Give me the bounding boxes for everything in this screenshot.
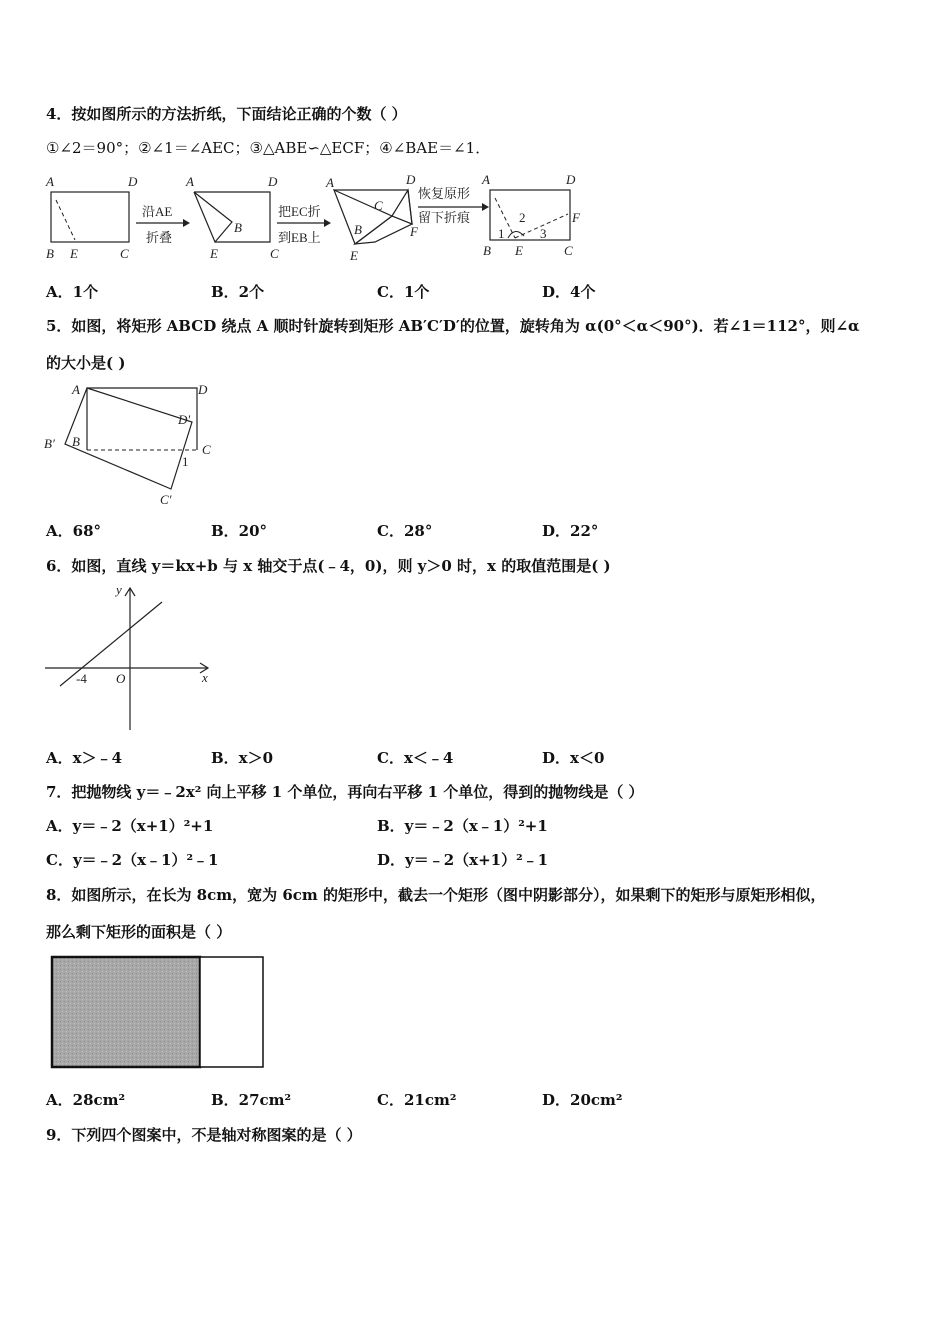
q4-step3-bottom: 留下折痕 [418, 210, 471, 225]
q5-label-Bp: B′ [44, 436, 55, 451]
q4-label-A2: A [186, 174, 194, 189]
q4-step1-top: 沿AE [142, 204, 173, 219]
q4-label-C3: C [374, 198, 383, 213]
q8-title-line2: 那么剩下矩形的面积是（ ） [46, 923, 232, 941]
q6-label-O: O [116, 671, 126, 686]
q8-shaded-rect [52, 957, 200, 1067]
q4-label-E4: E [515, 243, 523, 258]
q5-title-line1: 5．如图，将矩形 ABCD 绕点 A 顺时针旋转到矩形 AB′C′D′的位置，旋转角为 α(0°＜α＜90°)．若∠1＝112°，则∠α [46, 317, 860, 335]
q4-label-E3: E [350, 248, 358, 263]
q8-option-a[interactable]: A．28cm² [46, 1091, 126, 1109]
q6-option-d[interactable]: D．x＜0 [542, 749, 605, 767]
q5-label-Dp: D′ [178, 412, 191, 427]
q5-option-b[interactable]: B．20° [211, 522, 268, 540]
q5-angle-1: 1 [182, 454, 189, 469]
q4-label-F4: F [572, 210, 580, 225]
q5-option-c[interactable]: C．28° [377, 522, 433, 540]
q5-label-C: C [202, 442, 211, 457]
q4-label-B4: B [483, 243, 491, 258]
q8-figure [48, 953, 273, 1073]
q4-angle-2: 2 [519, 210, 526, 225]
q7-title: 7．把抛物线 y＝﹣2x² 向上平移 1 个单位，再向右平移 1 个单位，得到的抛物线是（ ） [46, 783, 644, 801]
q4-label-D4: D [566, 172, 576, 187]
q8-option-d[interactable]: D．20cm² [542, 1091, 623, 1109]
q5-label-B: B [72, 434, 80, 449]
q6-label-y: y [116, 582, 122, 597]
q4-label-F3: F [410, 224, 418, 239]
q8-title-line1: 8．如图所示，在长为 8cm，宽为 6cm 的矩形中，截去一个矩形（图中阴影部分），如果剩下的矩形与原矩形相似， [46, 886, 826, 904]
q8-option-b[interactable]: B．27cm² [211, 1091, 292, 1109]
q4-step2-bottom: 到EB上 [278, 230, 321, 245]
q4-option-a[interactable]: A．1个 [46, 283, 99, 301]
q4-label-A3: A [326, 175, 334, 190]
q4-step2-top: 把EC折 [278, 204, 321, 219]
q4-label-D3: D [406, 172, 416, 187]
q4-label-B3: B [354, 222, 362, 237]
q4-label-A4: A [482, 172, 490, 187]
q5-option-a[interactable]: A．68° [46, 522, 102, 540]
q4-step1-bottom: 折叠 [146, 230, 173, 245]
q4-label-D1: D [128, 174, 138, 189]
q6-title: 6．如图，直线 y＝kx+b 与 x 轴交于点(﹣4，0)，则 y＞0 时，x 的取值范围是( ) [46, 557, 611, 575]
q7-option-a[interactable]: A．y＝﹣2（x+1）²+1 [46, 817, 214, 835]
q7-option-b[interactable]: B．y＝﹣2（x﹣1）²+1 [377, 817, 548, 835]
q4-option-c[interactable]: C．1个 [377, 283, 430, 301]
q8-remaining-rect [200, 957, 263, 1067]
q4-figure [40, 170, 590, 265]
q4-label-E1: E [70, 246, 78, 261]
q9-title: 9．下列四个图案中，不是轴对称图案的是（ ） [46, 1126, 362, 1144]
q6-option-b[interactable]: B．x＞0 [211, 749, 274, 767]
q4-step3-top: 恢复原形 [418, 186, 471, 201]
q7-option-d[interactable]: D．y＝﹣2（x+1）²﹣1 [377, 851, 549, 869]
q4-label-E2: E [210, 246, 218, 261]
q4-label-C4: C [564, 243, 573, 258]
q6-label-x: x [202, 670, 208, 685]
q5-figure [40, 378, 230, 508]
q4-statements: ①∠2＝90°；②∠1＝∠AEC；③△ABE∽△ECF；④∠BAE＝∠1． [46, 139, 491, 157]
q4-label-B2: B [234, 220, 242, 235]
q6-option-c[interactable]: C．x＜﹣4 [377, 749, 454, 767]
q6-figure [40, 580, 220, 735]
q5-option-d[interactable]: D．22° [542, 522, 599, 540]
q4-label-C1: C [120, 246, 129, 261]
q6-option-a[interactable]: A．x＞﹣4 [46, 749, 123, 767]
q4-label-B1: B [46, 246, 54, 261]
q5-label-D: D [198, 382, 208, 397]
q4-option-b[interactable]: B．2个 [211, 283, 265, 301]
q7-option-c[interactable]: C．y＝﹣2（x﹣1）²﹣1 [46, 851, 219, 869]
q6-label-m4: -4 [76, 671, 87, 686]
q5-label-Cp: C′ [160, 492, 172, 507]
q4-label-C2: C [270, 246, 279, 261]
q5-label-A: A [72, 382, 80, 397]
q4-option-d[interactable]: D．4个 [542, 283, 596, 301]
q4-label-D2: D [268, 174, 278, 189]
q4-angle-3: 3 [540, 226, 547, 241]
q4-title: 4．按如图所示的方法折纸，下面结论正确的个数（ ） [46, 105, 407, 123]
q4-angle-1: 1 [498, 226, 505, 241]
q4-label-A1: A [46, 174, 54, 189]
q8-option-c[interactable]: C．21cm² [377, 1091, 457, 1109]
q5-title-line2: 的大小是( ) [46, 354, 126, 372]
